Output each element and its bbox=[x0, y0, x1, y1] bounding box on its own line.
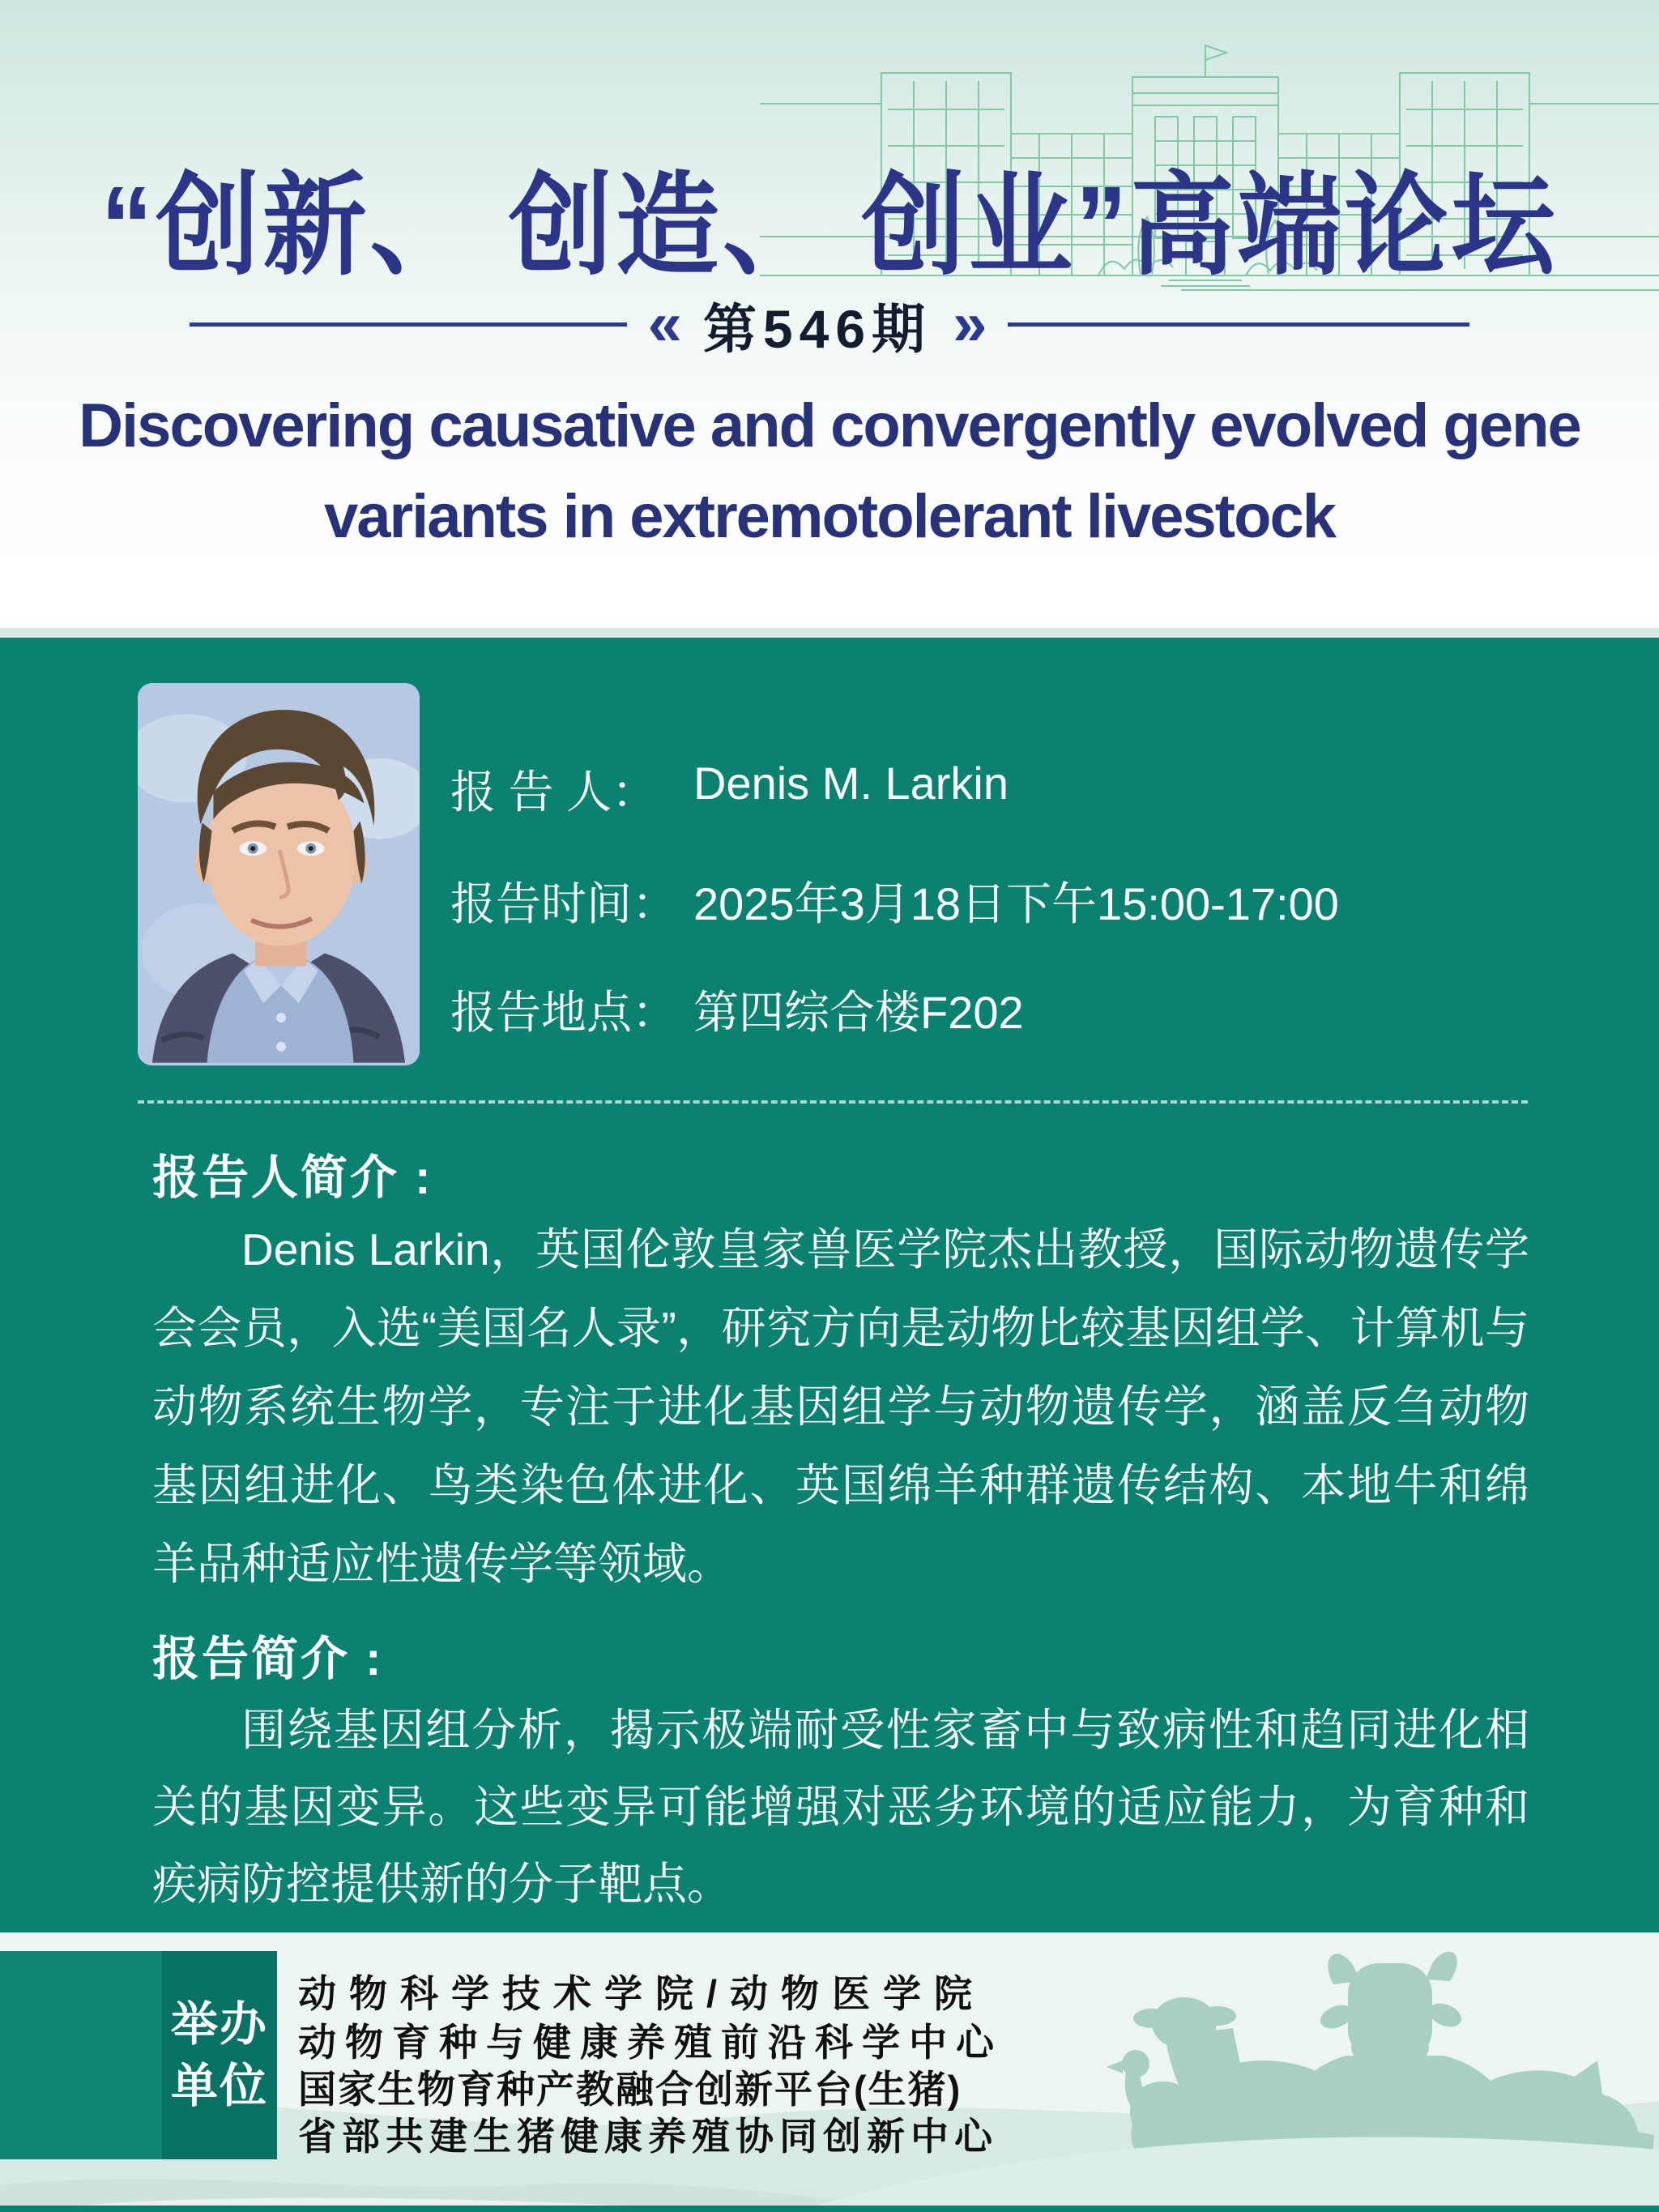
organizer-institution-4: 省部共建生猪健康养殖协同创新中心 bbox=[298, 2115, 998, 2158]
chevrons-right-icon: » bbox=[953, 289, 987, 358]
speaker-portrait-illustration bbox=[138, 683, 420, 1065]
chevrons-left-icon: « bbox=[647, 289, 682, 358]
speaker-photo bbox=[138, 683, 420, 1065]
forum-title: “创新、 创造、 创业”高端论坛 bbox=[100, 164, 1559, 288]
bio-text: Denis Larkin，英国伦敦皇家兽医学院杰出教授，国际动物遗传学会会员，入选“美国名人录”，研究方向是动物比较基因组学、计算机与动物系统生物学，专注于进化基因组学与动物遗传学，涵盖反刍动物基因组进化、鸟类染色体进化、英国绵羊种群遗传结构、本地牛和绵羊品种适应性遗传学等领域。 bbox=[152, 1224, 1529, 1589]
time-label: 报告时间： bbox=[450, 878, 677, 929]
talk-title-line1: Discovering causative and convergently evolved gene bbox=[79, 391, 1580, 460]
abstract-text: 围绕基因组分析，揭示极端耐受性家畜中与致病性和趋同进化相关的基因变异。这些变异可能增强对恶劣环境的适应能力，为育种和疾病防控提供新的分子靶点。 bbox=[152, 1705, 1529, 1909]
organizer-institution-1: 动物科学技术学院/动物医学院 bbox=[298, 1972, 986, 2015]
bottom-accent-strip bbox=[0, 2206, 1659, 2212]
organizer-label-line2: 单位 bbox=[170, 2059, 268, 2112]
abstract-heading: 报告简介 : bbox=[152, 1633, 384, 1685]
time-value: 2025年3月18日下午15:00-17:00 bbox=[693, 878, 1339, 929]
organizer-institution-2: 动物育种与健康养殖前沿科学中心 bbox=[298, 2021, 1003, 2064]
time-row bbox=[450, 869, 1584, 929]
bio-heading: 报告人简介 : bbox=[152, 1151, 433, 1204]
talk-title-english bbox=[0, 381, 1659, 562]
talk-title-line2: variants in extremotolerant livestock bbox=[323, 482, 1336, 551]
speaker-name: Denis M. Larkin bbox=[693, 758, 1009, 809]
organizer-label-line1: 举办 bbox=[170, 1997, 268, 2051]
venue-row bbox=[450, 977, 1584, 1038]
organizer-label-block bbox=[162, 1951, 277, 2159]
speaker-row bbox=[450, 757, 1584, 818]
speaker-label: 报 告 人： bbox=[450, 767, 658, 818]
dashed-divider bbox=[138, 1100, 1528, 1104]
issue-number: 第546期 bbox=[702, 298, 932, 359]
issue-divider bbox=[0, 285, 1659, 363]
venue-label: 报告地点： bbox=[450, 987, 677, 1038]
venue-value: 第四综合楼F202 bbox=[693, 987, 1024, 1038]
transition-strip bbox=[0, 628, 1659, 638]
organizer-institution-3: 国家生物育种产教融合创新平台(生猪) bbox=[298, 2068, 962, 2111]
divider-line-left bbox=[190, 322, 627, 327]
divider-line-right bbox=[1008, 322, 1469, 327]
organizer-accent-block bbox=[0, 1951, 162, 2159]
